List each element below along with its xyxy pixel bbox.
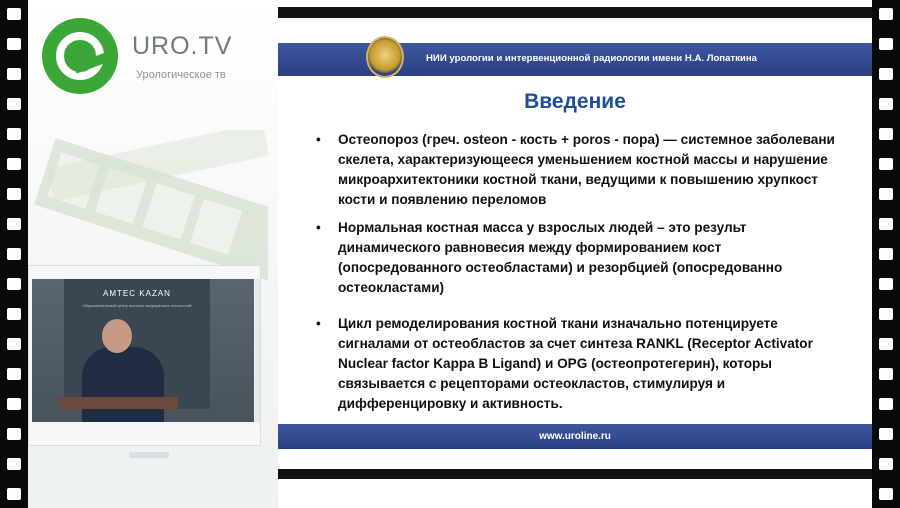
footer-url: www.uroline.ru — [539, 431, 611, 442]
brand-tagline: Урологическое тв — [136, 69, 226, 81]
bullet-3-line-3: Nuclear factor Kappa B Ligand) и OPG (остеопротегерин), которы — [338, 356, 772, 371]
sprocket-hole — [879, 368, 893, 380]
speaker-head — [102, 319, 132, 353]
sprocket-hole — [7, 38, 21, 50]
bullet-icon: • — [316, 220, 321, 235]
sprocket-hole — [7, 188, 21, 200]
slide-viewer — [278, 7, 872, 479]
banner-subtitle: Образовательный центр высоких медицинских технологий — [82, 303, 192, 308]
sprocket-hole — [879, 128, 893, 140]
bullet-1-line-3: микроархитектоники костной ткани, ведущими к повышению хрупкост — [338, 172, 818, 187]
sprocket-hole — [7, 278, 21, 290]
brand-name: URO.TV — [132, 32, 233, 60]
bullet-1-line-4: кости и появлению переломов — [338, 192, 547, 207]
sprocket-hole — [879, 8, 893, 20]
presentation-slide — [278, 18, 872, 469]
sprocket-hole — [7, 398, 21, 410]
bullet-2-line-3: (опосредованного остеобластами) и резорбцией (опосредованно — [338, 260, 783, 275]
video-feed — [32, 279, 254, 422]
institute-emblem-icon — [366, 36, 404, 78]
sprocket-hole — [879, 248, 893, 260]
sprocket-hole — [879, 218, 893, 230]
desk — [58, 397, 178, 409]
sprocket-hole — [7, 68, 21, 80]
bullet-3-line-5: дифференцировку и активность. — [338, 396, 563, 411]
sprocket-hole — [7, 458, 21, 470]
sprocket-hole — [879, 488, 893, 500]
sprocket-hole — [7, 488, 21, 500]
filmstrip-right — [872, 0, 900, 508]
institute-name: НИИ урологии и интервенционной радиологии имени Н.А. Лопаткина — [426, 53, 757, 64]
sprocket-hole — [7, 368, 21, 380]
sprocket-hole — [7, 248, 21, 260]
bullet-1-line-1: Остеопороз (греч. osteon - кость + poros - пора) — системное заболевани — [338, 132, 835, 147]
uro-tv-logo-icon — [42, 18, 118, 94]
bullet-2-line-4: остеокластами) — [338, 280, 445, 295]
sprocket-hole — [7, 128, 21, 140]
bullet-3-line-2: сигналами от остеобластов за счет синтеза RANKL (Receptor Activator — [338, 336, 813, 351]
sprocket-hole — [7, 428, 21, 440]
sprocket-hole — [879, 308, 893, 320]
bullet-3-line-1: Цикл ремоделирования костной ткани изначально потенцируете — [338, 316, 778, 331]
sprocket-hole — [879, 458, 893, 470]
sprocket-hole — [879, 68, 893, 80]
filmstrip-left — [0, 0, 28, 508]
sprocket-hole — [7, 218, 21, 230]
bullet-paragraph-1 — [338, 130, 872, 210]
sprocket-hole — [879, 398, 893, 410]
sprocket-hole — [879, 38, 893, 50]
bullet-2-line-2: динамического равновесия между формированием кост — [338, 240, 722, 255]
bullet-icon: • — [316, 132, 321, 147]
bullet-paragraph-2 — [338, 218, 872, 298]
sprocket-hole — [879, 188, 893, 200]
video-edge — [255, 279, 260, 422]
speaker-video[interactable] — [28, 265, 261, 446]
bullet-3-line-4: связывается с рецепторами остеокластов, стимулируя и — [338, 376, 726, 391]
bullet-2-line-1: Нормальная костная масса у взрослых людей – это результ — [338, 220, 747, 235]
banner-title: AMTEC KAZAN — [103, 289, 171, 298]
bullet-1-line-2: скелета, характеризующееся уменьшением костной массы и нарушение — [338, 152, 828, 167]
sprocket-hole — [879, 428, 893, 440]
sprocket-hole — [7, 158, 21, 170]
bullet-paragraph-3 — [338, 314, 872, 414]
sprocket-hole — [879, 158, 893, 170]
video-stand — [129, 452, 169, 458]
sprocket-hole — [7, 338, 21, 350]
sprocket-hole — [879, 278, 893, 290]
sprocket-hole — [879, 98, 893, 110]
sprocket-hole — [7, 98, 21, 110]
bullet-icon: • — [316, 316, 321, 331]
speaker-figure — [82, 347, 164, 422]
sprocket-hole — [7, 308, 21, 320]
slide-footer-bar — [278, 424, 872, 449]
sprocket-hole — [879, 338, 893, 350]
sprocket-hole — [7, 8, 21, 20]
slide-title: Введение — [524, 90, 626, 113]
